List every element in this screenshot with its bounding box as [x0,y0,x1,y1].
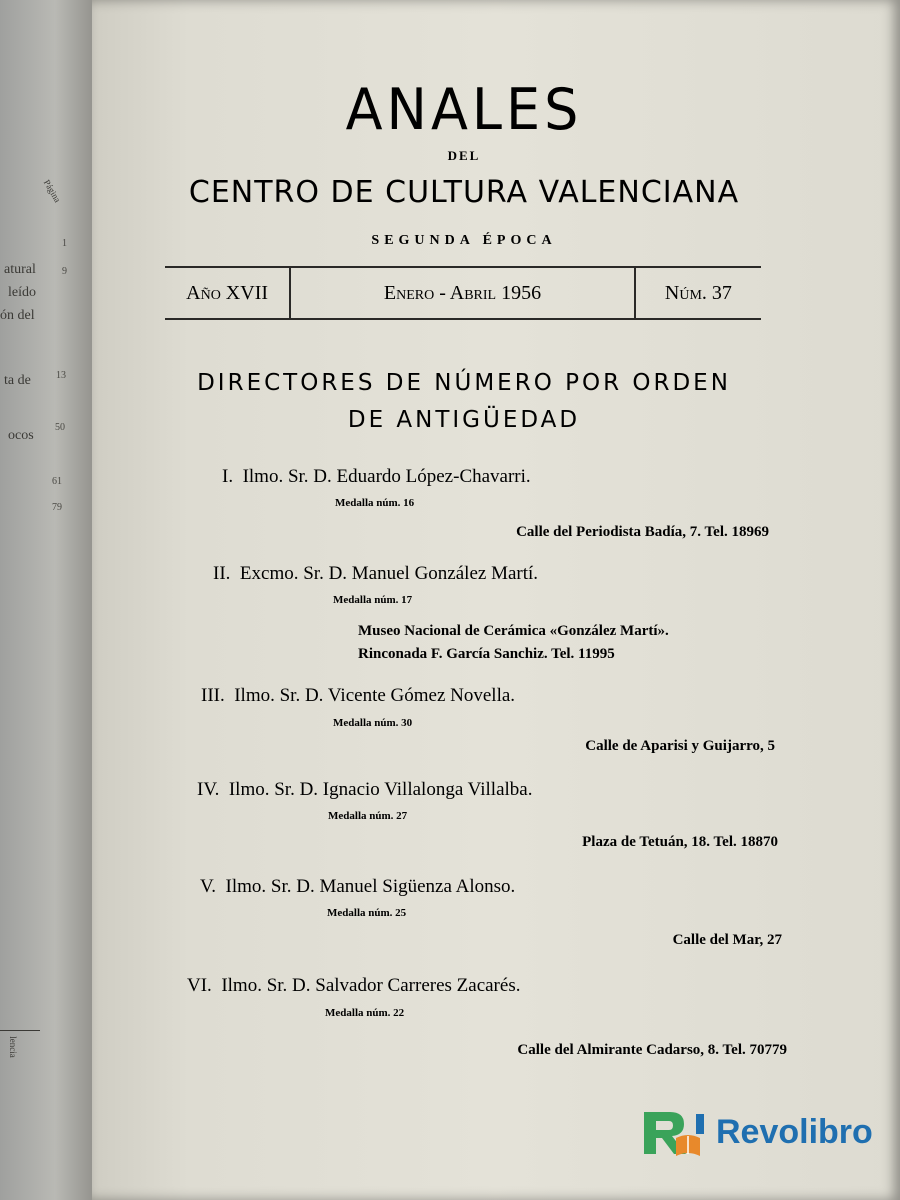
revolibro-logo-text: Revolibro [716,1113,873,1151]
left-page-number: 61 [52,476,62,487]
director-entry-3 [201,685,515,707]
left-fragment: ocos [8,428,34,443]
left-fragment: atural [4,262,36,277]
left-fragment: leído [8,285,36,300]
section-heading-line2: DE ANTIGÜEDAD [347,407,581,433]
revolibro-logo-icon [640,1108,710,1158]
director-medal: Medalla núm. 30 [333,717,413,729]
left-fragment: ta de [4,373,31,388]
director-name: Ilmo. Sr. D. Ignacio Villalonga Villalba. [228,779,533,800]
director-medal: Medalla núm. 22 [325,1007,405,1019]
director-address: Plaza de Tetuán, 18. Tel. 18870 [582,834,778,850]
director-address: Rinconada F. García Sanchiz. Tel. 11995 [358,646,615,662]
journal-epoch: SEGUNDA ÉPOCA [371,233,557,248]
director-address: Calle de Aparisi y Guijarro, 5 [585,738,775,754]
left-page-number: 50 [55,422,65,433]
director-address: Calle del Mar, 27 [672,932,782,948]
issue-number: Núm. 37 [664,281,732,304]
director-entry-5 [200,876,515,898]
issue-year: Año XVII [165,268,291,318]
director-numeral: III. [201,685,225,706]
director-medal: Medalla núm. 16 [335,497,415,509]
journal-title: ANALES [345,76,583,143]
director-numeral: II. [213,563,231,584]
director-entry-2 [213,563,538,585]
director-entry-1 [222,466,531,488]
director-medal: Medalla núm. 17 [333,594,413,606]
director-name: Ilmo. Sr. D. Salvador Carreres Zacarés. [221,975,521,996]
left-page-number: 13 [56,370,66,381]
director-name: Excmo. Sr. D. Manuel González Martí. [239,563,539,584]
left-page-number: 9 [62,266,67,277]
director-address: Museo Nacional de Cerámica «González Martí». [358,623,669,639]
revolibro-watermark [640,1105,885,1160]
director-address: Calle del Periodista Badía, 7. Tel. 18969 [516,524,769,540]
section-heading-line1: DIRECTORES DE NÚMERO POR ORDEN [197,370,731,396]
issue-info-box [165,266,761,320]
left-page-rule [0,1030,40,1031]
left-page-number: 79 [52,502,62,513]
left-fragment: Página [41,177,63,205]
left-page-number: 1 [62,238,67,249]
journal-title-del: DEL [447,148,481,163]
journal-subtitle: CENTRO DE CULTURA VALENCIANA [188,175,740,210]
director-numeral: IV. [197,779,220,800]
left-fragment: ón del [0,308,35,323]
director-name: Ilmo. Sr. D. Eduardo López-Chavarri. [242,466,531,487]
director-name: Ilmo. Sr. D. Vicente Gómez Novella. [234,685,516,706]
issue-period: Enero - Abril 1956 [291,268,636,318]
director-medal: Medalla núm. 25 [327,907,407,919]
director-numeral: I. [222,466,234,487]
director-medal: Medalla núm. 27 [328,810,408,822]
director-address: Calle del Almirante Cadarso, 8. Tel. 70779 [517,1042,787,1058]
director-entry-6 [187,975,520,997]
director-numeral: VI. [187,975,212,996]
director-numeral: V. [200,876,217,897]
left-fragment: lencia [7,1036,18,1058]
director-name: Ilmo. Sr. D. Manuel Sigüenza Alonso. [225,876,516,897]
director-entry-4 [197,779,532,801]
